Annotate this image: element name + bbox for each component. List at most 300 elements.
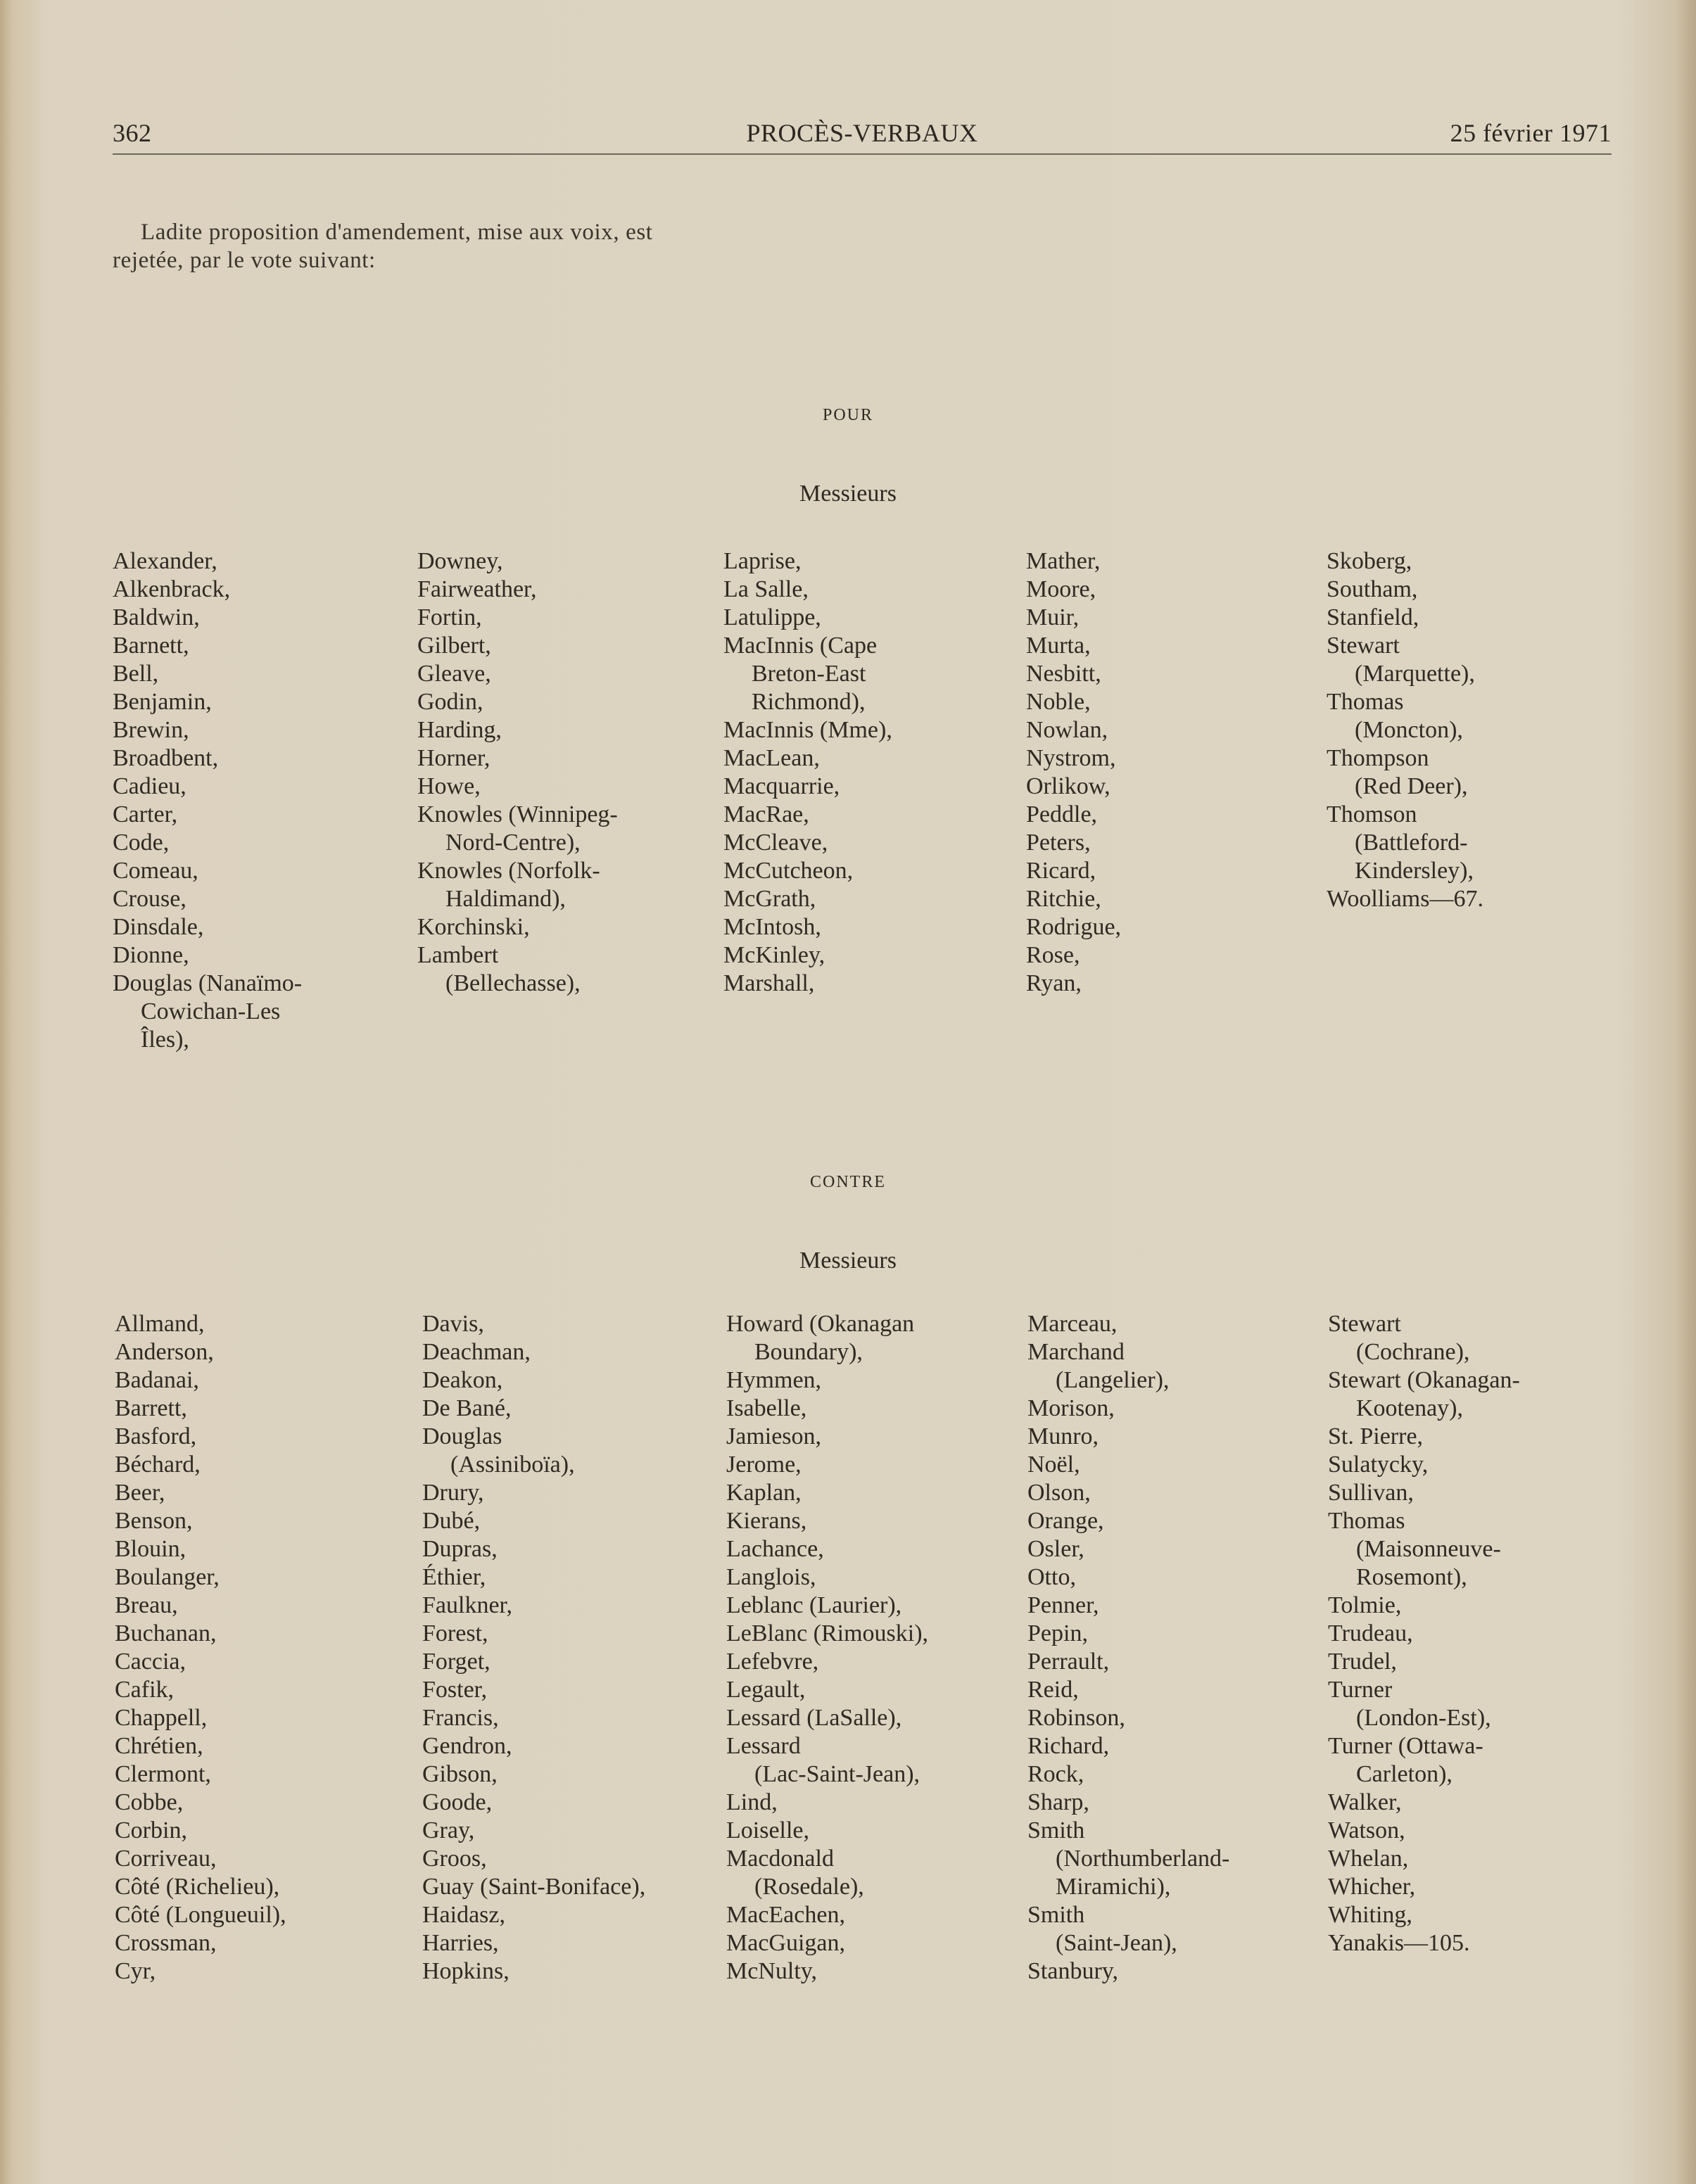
member-name-continuation: Kootenay), bbox=[1356, 1395, 1464, 1421]
member-name bbox=[417, 716, 713, 744]
member-name bbox=[115, 1789, 410, 1817]
member-name bbox=[113, 547, 408, 576]
member-name-line: Howard (Okanagan bbox=[726, 1311, 915, 1337]
member-name bbox=[422, 1648, 718, 1676]
member-name bbox=[1328, 1817, 1624, 1845]
member-name-line: Thomas bbox=[1327, 689, 1404, 715]
member-name bbox=[723, 829, 1019, 857]
member-name-line: Jamieson, bbox=[726, 1423, 822, 1449]
member-name bbox=[113, 829, 408, 857]
member-name bbox=[113, 660, 408, 688]
member-name bbox=[113, 857, 408, 885]
member-name bbox=[115, 1873, 410, 1901]
member-name bbox=[723, 547, 1019, 576]
member-name bbox=[417, 632, 713, 660]
member-name-continuation: (Langelier), bbox=[1056, 1367, 1170, 1393]
member-name bbox=[1026, 913, 1322, 941]
member-name-line: Marshall, bbox=[723, 970, 815, 996]
member-name-line: Rose, bbox=[1026, 942, 1080, 968]
member-name-line: Deakon, bbox=[422, 1367, 503, 1393]
member-name-line: Walker, bbox=[1328, 1789, 1402, 1815]
member-name-line: Comeau, bbox=[113, 858, 198, 884]
member-name-line: Lambert bbox=[417, 942, 499, 968]
member-name bbox=[1027, 1395, 1323, 1423]
member-name-line: Crouse, bbox=[113, 886, 186, 912]
contre-column bbox=[1328, 1310, 1624, 1957]
member-name-line: Isabelle, bbox=[726, 1395, 807, 1421]
member-name-continuation: (Battleford- bbox=[1355, 830, 1468, 856]
member-name-line: Legault, bbox=[726, 1677, 806, 1703]
member-name bbox=[1026, 604, 1322, 632]
member-name bbox=[1327, 801, 1622, 885]
member-name-line: Yanakis—105. bbox=[1328, 1930, 1470, 1956]
member-name-line: Woolliams—67. bbox=[1327, 886, 1483, 912]
member-name-line: Lessard (LaSalle), bbox=[726, 1705, 902, 1731]
member-name-line: Ryan, bbox=[1026, 970, 1082, 996]
member-name bbox=[726, 1592, 1022, 1620]
member-name bbox=[726, 1310, 1022, 1366]
member-name-line: Foster, bbox=[422, 1677, 488, 1703]
member-name-line: La Salle, bbox=[723, 576, 809, 602]
member-name-continuation: (Moncton), bbox=[1355, 717, 1463, 743]
member-name bbox=[417, 744, 713, 773]
member-name bbox=[726, 1676, 1022, 1704]
member-name bbox=[726, 1507, 1022, 1535]
member-name bbox=[723, 801, 1019, 829]
member-name-continuation: Rosemont), bbox=[1356, 1564, 1467, 1590]
member-name bbox=[1027, 1620, 1323, 1648]
member-name-line: Turner bbox=[1328, 1677, 1393, 1703]
member-name bbox=[1327, 688, 1622, 744]
member-name-line: Allmand, bbox=[115, 1311, 205, 1337]
member-name-line: Forget, bbox=[422, 1649, 491, 1675]
member-name bbox=[1328, 1451, 1624, 1479]
member-name bbox=[1027, 1957, 1323, 1986]
member-name-line: MacInnis (Cape bbox=[723, 633, 878, 659]
member-name bbox=[417, 660, 713, 688]
member-name bbox=[1328, 1423, 1624, 1451]
member-name bbox=[1027, 1704, 1323, 1732]
member-name-line: Marchand bbox=[1027, 1339, 1125, 1365]
member-name-line: Nesbitt, bbox=[1026, 661, 1101, 687]
member-name-line: Thompson bbox=[1327, 745, 1429, 771]
member-name bbox=[422, 1676, 718, 1704]
member-name-line: Goode, bbox=[422, 1789, 493, 1815]
member-name bbox=[113, 632, 408, 660]
member-name-continuation: Breton-East bbox=[752, 661, 866, 687]
member-name bbox=[1026, 716, 1322, 744]
member-name-line: Leblanc (Laurier), bbox=[726, 1592, 902, 1618]
member-name-line: Olson, bbox=[1027, 1480, 1091, 1506]
member-name bbox=[422, 1338, 718, 1366]
member-name bbox=[1027, 1592, 1323, 1620]
member-name bbox=[1026, 547, 1322, 576]
member-name bbox=[1328, 1732, 1624, 1789]
member-name-line: Dubé, bbox=[422, 1508, 481, 1534]
member-name bbox=[1327, 632, 1622, 688]
member-name bbox=[726, 1423, 1022, 1451]
member-name bbox=[1026, 801, 1322, 829]
member-name-line: Noble, bbox=[1026, 689, 1091, 715]
member-name-line: Baldwin, bbox=[113, 604, 200, 630]
member-name-continuation: Miramichi), bbox=[1056, 1874, 1171, 1900]
member-name bbox=[723, 885, 1019, 913]
member-name bbox=[726, 1789, 1022, 1817]
pour-column bbox=[1026, 547, 1322, 998]
member-name bbox=[1328, 1507, 1624, 1592]
member-name bbox=[422, 1957, 718, 1986]
member-name-line: Groos, bbox=[422, 1846, 487, 1872]
member-name-line: Dupras, bbox=[422, 1536, 498, 1562]
member-name bbox=[1027, 1451, 1323, 1479]
member-name-line: Kaplan, bbox=[726, 1480, 802, 1506]
intro-line: rejetée, par le vote suivant: bbox=[113, 248, 376, 273]
member-name-line: Buchanan, bbox=[115, 1620, 217, 1646]
member-name bbox=[1027, 1338, 1323, 1395]
member-name-line: Nystrom, bbox=[1026, 745, 1116, 771]
member-name-line: Orange, bbox=[1027, 1508, 1104, 1534]
contre-column bbox=[1027, 1310, 1323, 1986]
member-name bbox=[115, 1901, 410, 1929]
member-name-line: Francis, bbox=[422, 1705, 499, 1731]
member-name bbox=[422, 1592, 718, 1620]
member-name-line: Stewart (Okanagan- bbox=[1328, 1367, 1520, 1393]
member-name-line: Nowlan, bbox=[1026, 717, 1108, 743]
member-name bbox=[1328, 1676, 1624, 1732]
member-name bbox=[115, 1732, 410, 1760]
member-name-line: Crossman, bbox=[115, 1930, 217, 1956]
member-name-line: Douglas bbox=[422, 1423, 502, 1449]
member-name bbox=[1026, 941, 1322, 970]
member-name-line: Skoberg, bbox=[1327, 548, 1412, 574]
member-name-line: Chappell, bbox=[115, 1705, 208, 1731]
member-name-continuation: (Marquette), bbox=[1355, 661, 1475, 687]
member-name-continuation: (Red Deer), bbox=[1355, 773, 1468, 799]
member-name-line: Benson, bbox=[115, 1508, 193, 1534]
member-name-line: Côté (Longueuil), bbox=[115, 1902, 286, 1928]
member-name bbox=[113, 885, 408, 913]
member-name bbox=[1328, 1648, 1624, 1676]
member-name-continuation: (Bellechasse), bbox=[445, 970, 581, 996]
member-name-line: Côté (Richelieu), bbox=[115, 1874, 280, 1900]
member-name-line: Cyr, bbox=[115, 1958, 156, 1984]
member-name bbox=[115, 1310, 410, 1338]
member-name bbox=[726, 1929, 1022, 1957]
member-name-line: Howe, bbox=[417, 773, 481, 799]
member-name-line: Sullivan, bbox=[1328, 1480, 1414, 1506]
member-name-line: Corbin, bbox=[115, 1817, 187, 1843]
member-name-line: McGrath, bbox=[723, 886, 816, 912]
member-name bbox=[115, 1423, 410, 1451]
member-name-line: Ritchie, bbox=[1026, 886, 1101, 912]
member-name bbox=[422, 1479, 718, 1507]
member-name bbox=[1027, 1535, 1323, 1563]
member-name-continuation: (London-Est), bbox=[1356, 1705, 1491, 1731]
member-name bbox=[115, 1676, 410, 1704]
member-name-continuation: Boundary), bbox=[754, 1339, 863, 1365]
member-name-line: Stanfield, bbox=[1327, 604, 1419, 630]
member-name bbox=[1327, 576, 1622, 604]
member-name bbox=[1328, 1845, 1624, 1873]
member-name-line: McCutcheon, bbox=[723, 858, 854, 884]
member-name-continuation: (Lac-Saint-Jean), bbox=[754, 1761, 920, 1787]
member-name-continuation: (Cochrane), bbox=[1356, 1339, 1470, 1365]
member-name bbox=[1026, 688, 1322, 716]
member-name-line: Faulkner, bbox=[422, 1592, 512, 1618]
member-name-line: Macquarrie, bbox=[723, 773, 840, 799]
member-name-line: Badanai, bbox=[115, 1367, 199, 1393]
member-name bbox=[726, 1479, 1022, 1507]
member-name bbox=[422, 1423, 718, 1479]
member-name bbox=[115, 1535, 410, 1563]
member-name-line: Basford, bbox=[115, 1423, 197, 1449]
member-name-line: Southam, bbox=[1327, 576, 1418, 602]
member-name bbox=[1328, 1310, 1624, 1366]
member-name bbox=[1327, 885, 1622, 913]
member-name-line: MacInnis (Mme), bbox=[723, 717, 892, 743]
member-name bbox=[113, 716, 408, 744]
member-name bbox=[115, 1760, 410, 1789]
page-header bbox=[113, 113, 1612, 155]
contre-subheading: Messieurs bbox=[799, 1247, 897, 1274]
member-name-line: Tolmie, bbox=[1328, 1592, 1402, 1618]
member-name bbox=[422, 1845, 718, 1873]
member-name-line: Otto, bbox=[1027, 1564, 1076, 1590]
member-name bbox=[726, 1648, 1022, 1676]
member-name bbox=[417, 857, 713, 913]
member-name bbox=[1328, 1873, 1624, 1901]
member-name-line: Pepin, bbox=[1027, 1620, 1088, 1646]
member-name-line: Douglas (Nanaïmo- bbox=[113, 970, 303, 996]
member-name-line: McIntosh, bbox=[723, 914, 821, 940]
member-name-line: Noël, bbox=[1027, 1452, 1080, 1478]
member-name bbox=[1328, 1789, 1624, 1817]
member-name-line: Gilbert, bbox=[417, 633, 491, 659]
member-name bbox=[113, 604, 408, 632]
member-name-line: Cadieu, bbox=[113, 773, 186, 799]
member-name bbox=[115, 1338, 410, 1366]
pour-subheading: Messieurs bbox=[799, 481, 897, 507]
member-name-line: Lind, bbox=[726, 1789, 778, 1815]
member-name-line: Barnett, bbox=[113, 633, 189, 659]
member-name-line: Perrault, bbox=[1027, 1649, 1110, 1675]
pour-column bbox=[417, 547, 713, 998]
member-name-line: Béchard, bbox=[115, 1452, 201, 1478]
member-name bbox=[417, 547, 713, 576]
member-name bbox=[726, 1451, 1022, 1479]
member-name-line: Carter, bbox=[113, 801, 178, 827]
member-name-line: MacRae, bbox=[723, 801, 809, 827]
member-name bbox=[723, 773, 1019, 801]
member-name-line: Whiting, bbox=[1328, 1902, 1412, 1928]
member-name-line: Haidasz, bbox=[422, 1902, 506, 1928]
member-name-line: Hymmen, bbox=[726, 1367, 822, 1393]
member-name bbox=[115, 1620, 410, 1648]
member-name bbox=[417, 773, 713, 801]
member-name bbox=[113, 970, 408, 1054]
member-name bbox=[1027, 1479, 1323, 1507]
member-name bbox=[422, 1901, 718, 1929]
member-name-line: Drury, bbox=[422, 1480, 484, 1506]
member-name-line: Bell, bbox=[113, 661, 159, 687]
contre-column bbox=[115, 1310, 410, 1986]
member-name-line: Fairweather, bbox=[417, 576, 537, 602]
member-name-line: Turner (Ottawa- bbox=[1328, 1733, 1483, 1759]
member-name-line: Peters, bbox=[1026, 830, 1091, 856]
contre-heading: CONTRE bbox=[810, 1173, 886, 1191]
member-name bbox=[115, 1957, 410, 1986]
member-name bbox=[115, 1395, 410, 1423]
member-name-line: McKinley, bbox=[723, 942, 825, 968]
member-name-line: Latulippe, bbox=[723, 604, 821, 630]
member-name-line: Stewart bbox=[1328, 1311, 1401, 1337]
member-name-line: Downey, bbox=[417, 548, 503, 574]
member-name bbox=[723, 913, 1019, 941]
member-name-line: Osler, bbox=[1027, 1536, 1084, 1562]
member-name-continuation: (Rosedale), bbox=[754, 1874, 864, 1900]
member-name bbox=[1026, 829, 1322, 857]
member-name-line: MacLean, bbox=[723, 745, 820, 771]
member-name-line: Rock, bbox=[1027, 1761, 1084, 1787]
member-name bbox=[726, 1901, 1022, 1929]
member-name-line: Clermont, bbox=[115, 1761, 211, 1787]
member-name bbox=[1026, 744, 1322, 773]
member-name bbox=[115, 1648, 410, 1676]
member-name-line: Brewin, bbox=[113, 717, 189, 743]
member-name-continuation: Nord-Centre), bbox=[445, 830, 581, 856]
member-name-line: Langlois, bbox=[726, 1564, 816, 1590]
member-name bbox=[113, 941, 408, 970]
member-name-line: Kierans, bbox=[726, 1508, 807, 1534]
member-name-line: Stewart bbox=[1327, 633, 1400, 659]
member-name bbox=[726, 1817, 1022, 1845]
member-name bbox=[726, 1366, 1022, 1395]
member-name-line: Marceau, bbox=[1027, 1311, 1118, 1337]
member-name-continuation: (Saint-Jean), bbox=[1056, 1930, 1177, 1956]
member-name bbox=[115, 1507, 410, 1535]
member-name bbox=[113, 801, 408, 829]
member-name bbox=[115, 1929, 410, 1957]
member-name-line: Morison, bbox=[1027, 1395, 1115, 1421]
member-name bbox=[417, 688, 713, 716]
member-name-line: Loiselle, bbox=[726, 1817, 810, 1843]
member-name-line: Beer, bbox=[115, 1480, 165, 1506]
member-name bbox=[726, 1732, 1022, 1789]
member-name-line: Whicher, bbox=[1328, 1874, 1416, 1900]
member-name bbox=[422, 1704, 718, 1732]
member-name-line: Forest, bbox=[422, 1620, 488, 1646]
intro-paragraph bbox=[113, 218, 859, 274]
member-name-line: Cafik, bbox=[115, 1677, 175, 1703]
member-name-continuation: (Assiniboïa), bbox=[450, 1452, 575, 1478]
member-name-continuation: (Maisonneuve- bbox=[1356, 1536, 1501, 1562]
member-name bbox=[422, 1620, 718, 1648]
member-name-line: Gleave, bbox=[417, 661, 491, 687]
member-name-line: Code, bbox=[113, 830, 170, 856]
member-name bbox=[1027, 1423, 1323, 1451]
member-name bbox=[1026, 660, 1322, 688]
member-name bbox=[422, 1929, 718, 1957]
member-name bbox=[1327, 547, 1622, 576]
member-name bbox=[113, 688, 408, 716]
member-name bbox=[723, 604, 1019, 632]
member-name bbox=[422, 1366, 718, 1395]
member-name-line: Davis, bbox=[422, 1311, 484, 1337]
member-name bbox=[417, 801, 713, 857]
member-name bbox=[1026, 632, 1322, 660]
member-name-line: Richard, bbox=[1027, 1733, 1110, 1759]
member-name-line: Boulanger, bbox=[115, 1564, 220, 1590]
member-name-line: Thomas bbox=[1328, 1508, 1405, 1534]
member-name-line: Smith bbox=[1027, 1817, 1085, 1843]
member-name bbox=[422, 1563, 718, 1592]
member-name bbox=[115, 1845, 410, 1873]
member-name bbox=[1027, 1901, 1323, 1957]
member-name-line: Horner, bbox=[417, 745, 491, 771]
member-name-line: Whelan, bbox=[1328, 1846, 1409, 1872]
member-name bbox=[723, 970, 1019, 998]
member-name-line: McCleave, bbox=[723, 830, 828, 856]
member-name bbox=[723, 716, 1019, 744]
member-name bbox=[723, 576, 1019, 604]
member-name bbox=[723, 857, 1019, 885]
member-name-line: Knowles (Winnipeg- bbox=[417, 801, 618, 827]
member-name-line: Ricard, bbox=[1026, 858, 1096, 884]
member-name-line: Smith bbox=[1027, 1902, 1085, 1928]
member-name-line: Corriveau, bbox=[115, 1846, 217, 1872]
member-name bbox=[422, 1873, 718, 1901]
page-title: PROCÈS-VERBAUX bbox=[746, 119, 978, 147]
contre-column bbox=[726, 1310, 1022, 1986]
member-name-line: Godin, bbox=[417, 689, 483, 715]
member-name-line: Thomson bbox=[1327, 801, 1417, 827]
member-name-line: Chrétien, bbox=[115, 1733, 203, 1759]
member-name bbox=[417, 941, 713, 998]
member-name bbox=[1027, 1310, 1323, 1338]
member-name-line: Blouin, bbox=[115, 1536, 186, 1562]
member-name bbox=[1026, 857, 1322, 885]
member-name-line: Mather, bbox=[1026, 548, 1101, 574]
member-name bbox=[723, 632, 1019, 716]
member-name-line: Dinsdale, bbox=[113, 914, 204, 940]
member-name-line: Anderson, bbox=[115, 1339, 214, 1365]
member-name bbox=[1327, 744, 1622, 801]
member-name-line: MacGuigan, bbox=[726, 1930, 846, 1956]
pour-column bbox=[113, 547, 408, 1054]
contre-column bbox=[422, 1310, 718, 1986]
member-name-line: St. Pierre, bbox=[1328, 1423, 1424, 1449]
member-name bbox=[726, 1620, 1022, 1648]
member-name bbox=[1027, 1507, 1323, 1535]
member-name-line: Dionne, bbox=[113, 942, 189, 968]
member-name-continuation: Cowichan-Les bbox=[141, 998, 281, 1024]
member-name bbox=[1328, 1620, 1624, 1648]
member-name-line: Gray, bbox=[422, 1817, 475, 1843]
member-name bbox=[1027, 1789, 1323, 1817]
member-name-line: Trudeau, bbox=[1328, 1620, 1413, 1646]
member-name-line: Murta, bbox=[1026, 633, 1091, 659]
member-name bbox=[115, 1563, 410, 1592]
member-name-line: Stanbury, bbox=[1027, 1958, 1119, 1984]
member-name bbox=[1327, 604, 1622, 632]
member-name-line: Harries, bbox=[422, 1930, 499, 1956]
member-name bbox=[1026, 576, 1322, 604]
member-name bbox=[1328, 1929, 1624, 1957]
member-name-line: LeBlanc (Rimouski), bbox=[726, 1620, 929, 1646]
member-name bbox=[417, 604, 713, 632]
member-name bbox=[115, 1817, 410, 1845]
page-date: 25 février 1971 bbox=[1450, 119, 1612, 147]
